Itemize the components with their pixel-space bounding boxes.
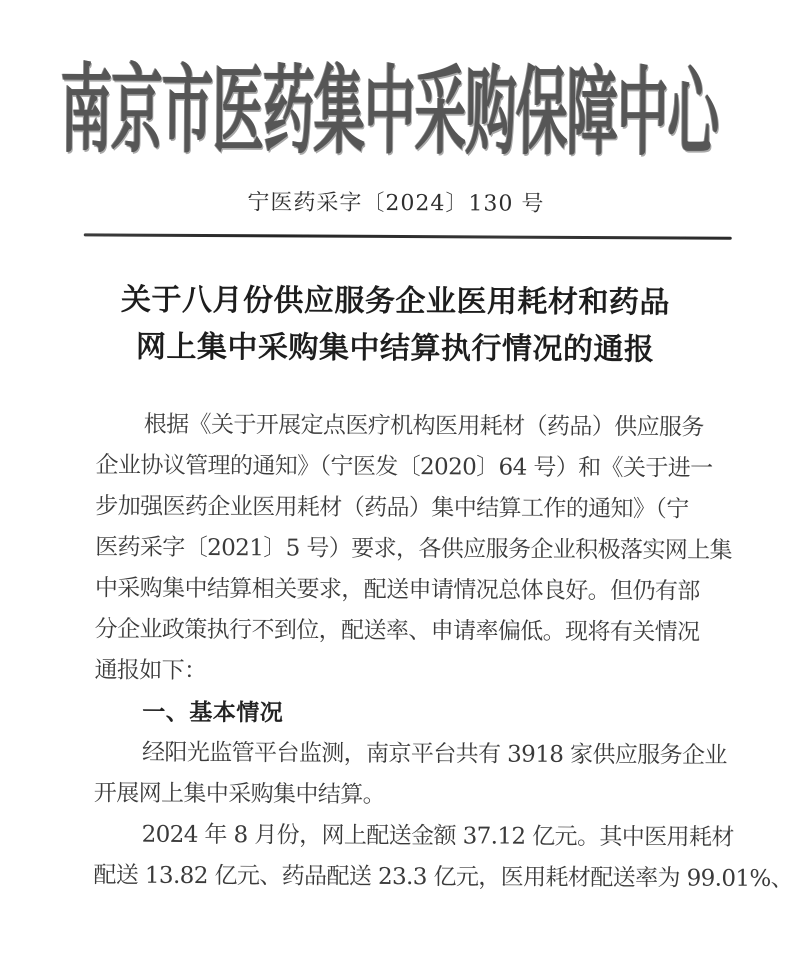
paragraph1-line-2: 企业协议管理的通知》（宁医发〔2020〕64 号）和《关于进一 xyxy=(95,452,713,482)
paragraph1-line-6: 分企业政策执行不到位，配送率、申请率偏低。现将有关情况 xyxy=(94,616,700,646)
paragraph1-line-4: 医药采字〔2021〕5 号）要求，各供应服务企业积极落实网上集 xyxy=(95,534,733,564)
notice-title xyxy=(0,276,793,374)
paragraph1-line-7: 通报如下： xyxy=(94,657,207,685)
notice-title-line-1: 关于八月份供应服务企业医用耗材和药品 xyxy=(120,283,671,320)
section1-heading: 一、基本情况 xyxy=(142,698,284,726)
notice-title-line-2: 网上集中采购集中结算执行情况的通报 xyxy=(135,330,655,367)
paragraph1-line-1: 根据《关于开展定点医疗机构医用耗材（药品）供应服务 xyxy=(143,411,704,441)
paragraph3-line-2: 配送 13.82 亿元、药品配送 23.3 亿元，医用耗材配送率为 99.01%、 xyxy=(93,862,794,893)
paragraph1-line-3: 步加强医药企业医用耗材（药品）集中结算工作的通知》（宁 xyxy=(95,493,689,523)
paragraph2-line-1: 经阳光监管平台监测，南京平台共有 3918 家供应服务企业 xyxy=(141,739,727,769)
paragraph1-line-5: 中采购集中结算相关要求，配送申请情况总体良好。但仍有部 xyxy=(94,575,700,605)
document-number: 宁医药采字〔2024〕130 号 xyxy=(247,190,545,217)
divider-rule xyxy=(84,233,732,239)
body-text xyxy=(93,404,794,899)
letterhead-title: 南京市医药集中采购保障中心 xyxy=(59,53,719,171)
paragraph3-line-1: 2024 年 8 月份，网上配送金额 37.12 亿元。其中医用耗材 xyxy=(141,821,734,851)
letterhead xyxy=(0,48,794,171)
paragraph2-line-2: 开展网上集中采购集中结算。 xyxy=(93,780,386,808)
